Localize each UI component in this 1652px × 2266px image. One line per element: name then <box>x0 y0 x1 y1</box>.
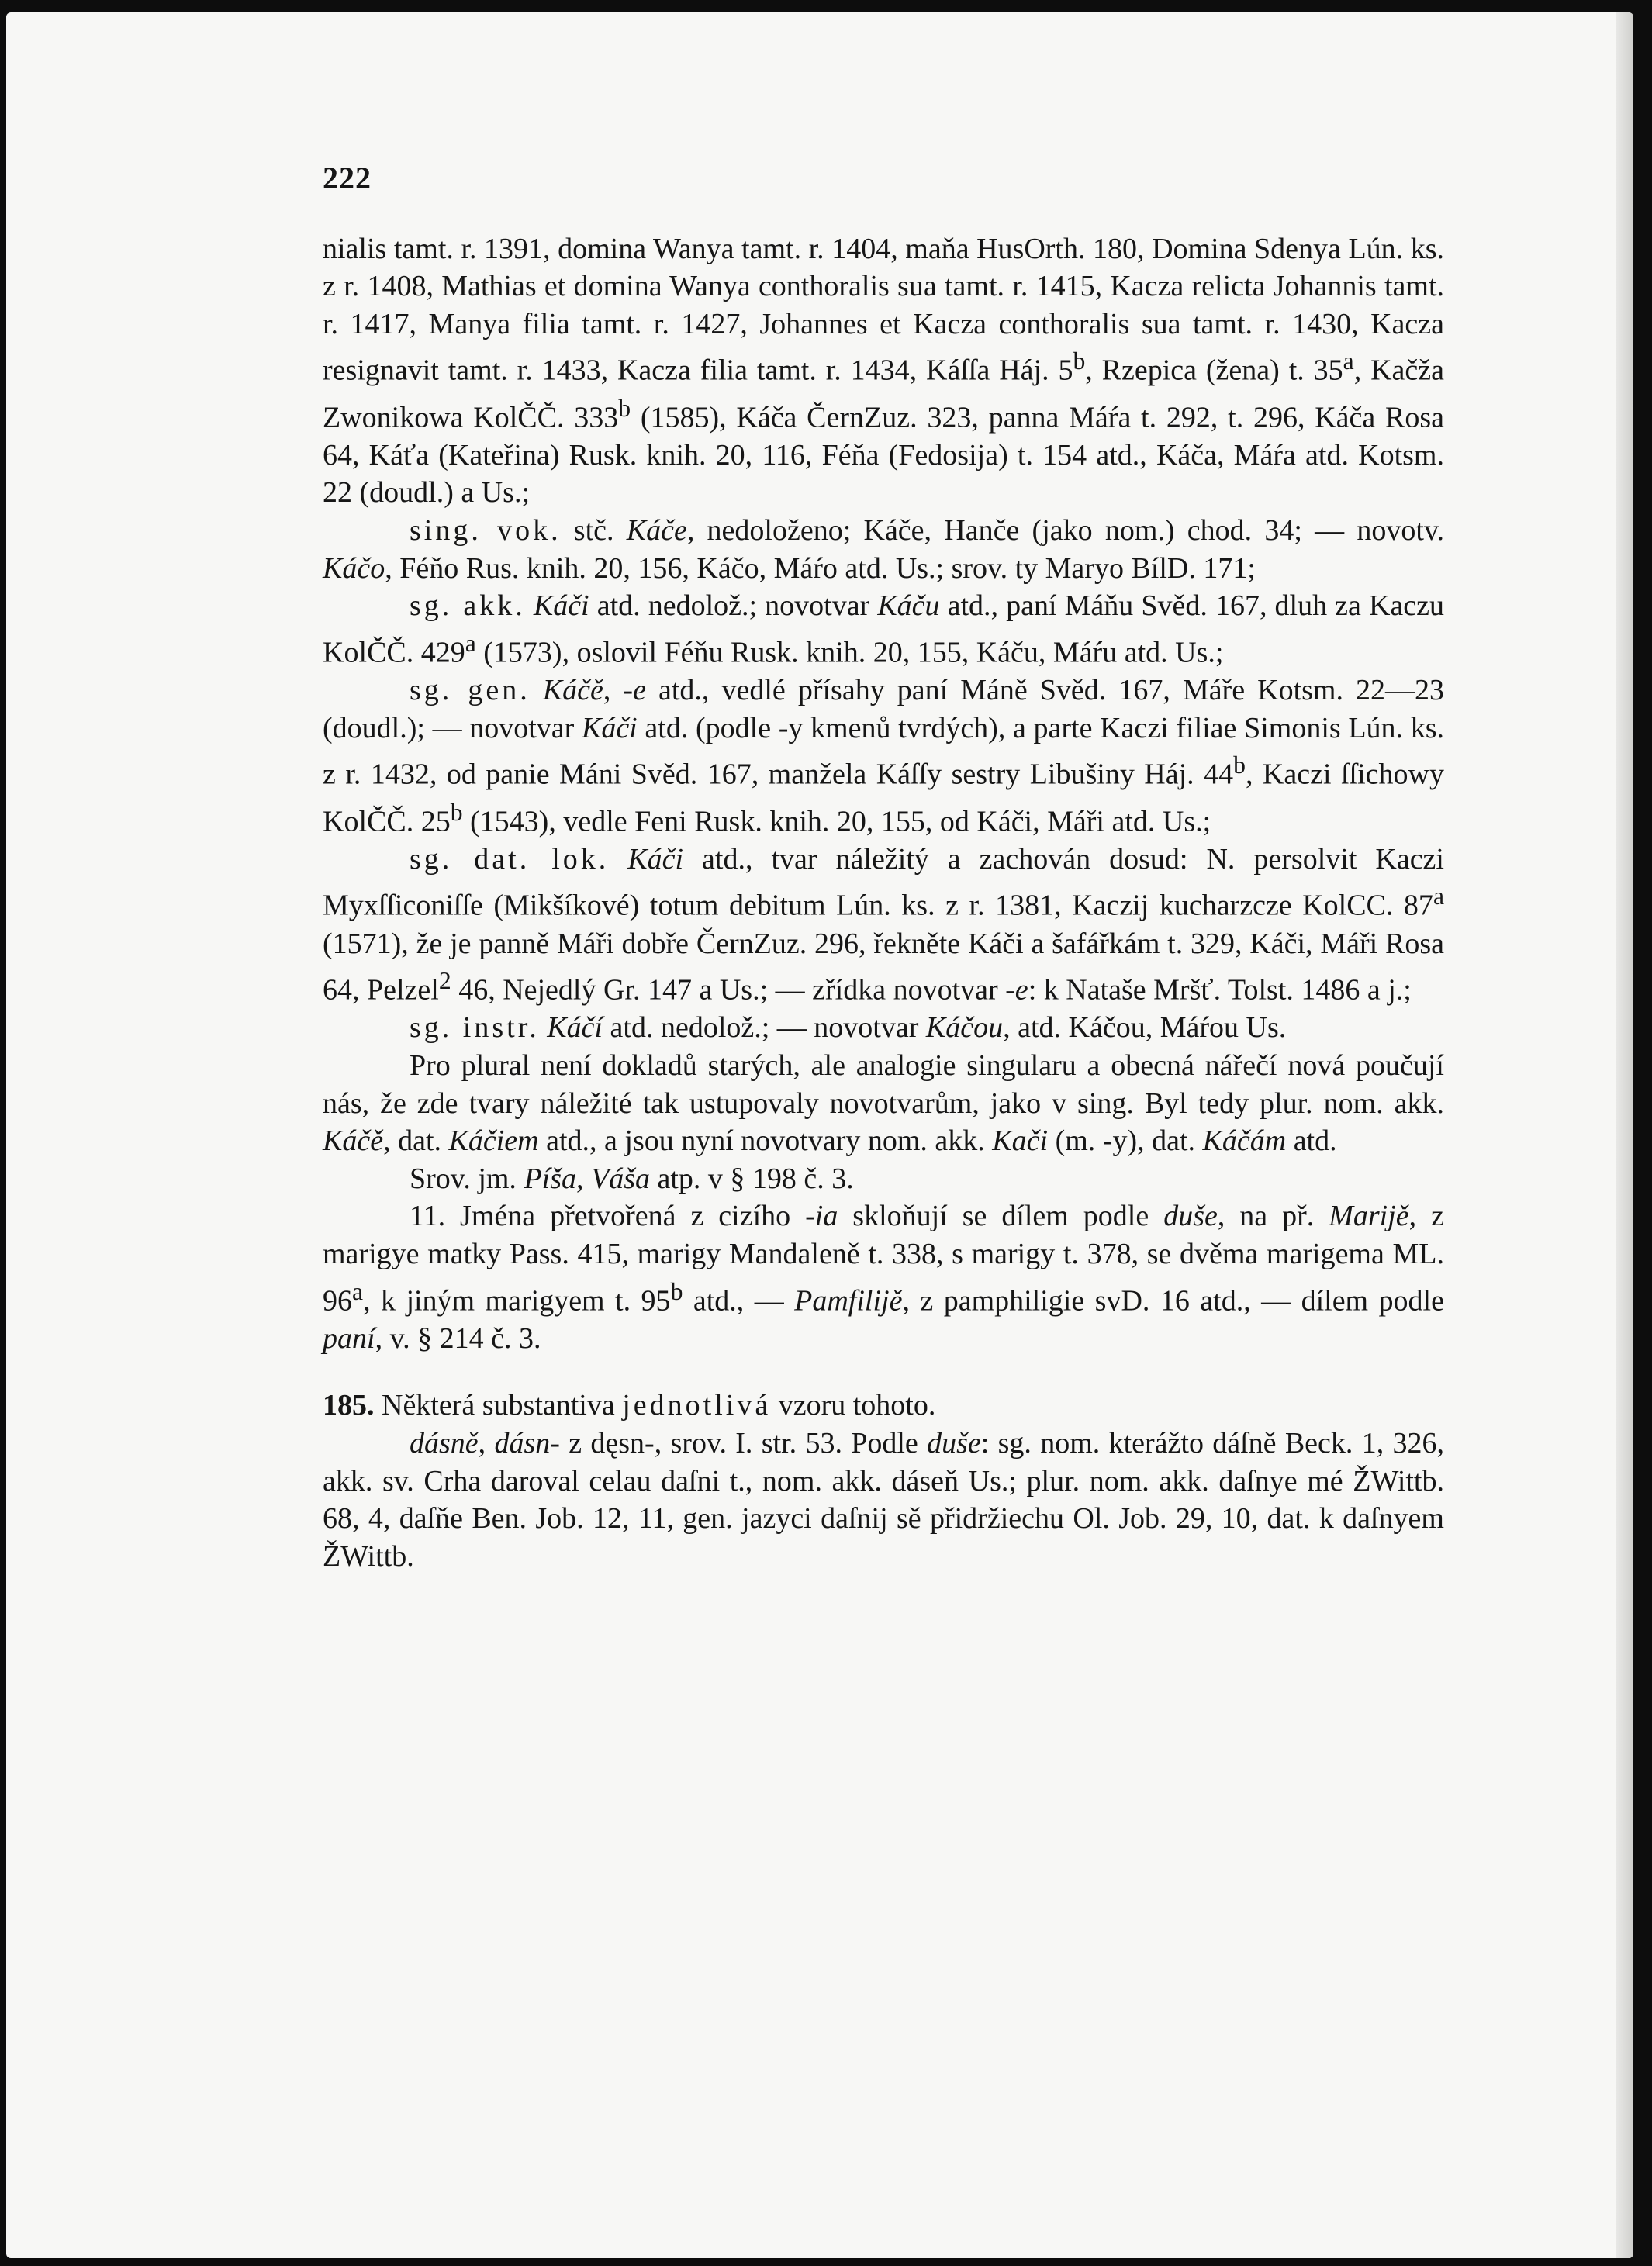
text-segment: paní <box>323 1321 375 1355</box>
text-segment: , nedoloženo; Káče, Hanče (jako nom.) chod. 34; — novotv. <box>686 514 1444 548</box>
paragraph-p7 <box>323 1047 1444 1160</box>
text-segment: Káčou <box>925 1011 1004 1045</box>
text-segment: Káčiem <box>448 1124 539 1158</box>
text-segment <box>531 674 543 706</box>
text-segment: (1571), že je panně Máři dobře ČernZuz. 296, řekněte Káči a šafářkám t. 329, Káči, Máři Rosa 64, Pelzel <box>323 927 1444 1007</box>
text-segment: , k jiným marigyem t. 95 <box>363 1284 671 1318</box>
text-segment: , atd. Káčou, Máŕou Us. <box>1003 1011 1287 1045</box>
text-segment: b <box>670 1277 683 1305</box>
paragraph-p8 <box>323 1160 1444 1198</box>
text-segment: duše <box>1163 1200 1218 1233</box>
text-segment: stč. <box>561 514 627 548</box>
paragraph-p4 <box>323 672 1444 841</box>
section-gap <box>323 1357 1444 1387</box>
text-segment: Káči <box>533 589 589 623</box>
text-segment: 46, Nejedlý Gr. 147 a Us.; — zřídka novotvar <box>451 973 1006 1007</box>
text-segment: atd., paní Máňu Svěd. 167, dluh za Kaczu KolČČ. 429 <box>323 589 1445 669</box>
text-segment: , Rzepica (žena) t. 35 <box>1085 354 1343 388</box>
text-segment: Některá substantiva <box>374 1389 623 1422</box>
text-segment: (1543), vedle Feni Rusk. knih. 20, 155, od Káči, Máři atd. Us.; <box>462 805 1211 838</box>
paragraph-p1 <box>323 230 1444 512</box>
page-number: 222 <box>323 161 372 195</box>
text-segment: b <box>1073 347 1086 375</box>
text-segment: atd. nedolož.; — novotvar <box>603 1011 926 1045</box>
text-segment: sg. gen. <box>410 674 531 707</box>
text-segment: , z pamphiligie svD. 16 atd., — dílem podle <box>902 1284 1444 1318</box>
text-segment: : sg. nom. kterážto dáſně Beck. 1, 326, akk. sv. Crha daroval celau daſni t., nom. akk. dáseň Us.; plur. nom. akk. daſnye mé ŽWittb. 68, 4, daſňe Ben. Job. 12, 11, gen. jazyci daſnij sě přidržiechu Ol. Job. 29, 10, dat. k daſnyem ŽWittb. <box>323 1427 1445 1573</box>
text-segment: vzoru tohoto. <box>771 1389 936 1422</box>
text-segment: Marijě <box>1329 1200 1409 1233</box>
text-segment: a <box>352 1277 364 1305</box>
text-segment: Káčám <box>1202 1124 1287 1158</box>
text-segment: Píša <box>524 1162 576 1195</box>
text-segment: Káčo <box>323 551 385 585</box>
text-segment: Káči <box>581 711 638 744</box>
text-segment <box>609 843 627 876</box>
text-segment: Káčě <box>542 674 603 707</box>
text-segment: , Kaczi ſſichowy KolČČ. 25 <box>323 758 1444 838</box>
text-segment: , z marigye matky Pass. 415, marigy Mandaleně t. 338, s marigy t. 378, se dvěma marigema ML. 96 <box>323 1200 1444 1318</box>
text-segment: duše <box>927 1427 981 1460</box>
text-segment: , Féňo Rus. knih. 20, 156, Káčo, Máŕo atd. Us.; srov. ty Maryo BílD. 171; <box>385 551 1256 585</box>
text-segment: Káčí <box>547 1011 603 1045</box>
text-segment: a <box>1433 883 1444 910</box>
paragraph-p2 <box>323 512 1444 587</box>
text-segment: sing. vok. <box>410 514 562 548</box>
text-segment: , Kačža Zwonikowa KolČČ. 333 <box>323 354 1444 434</box>
text-segment: (1573), oslovil Féňu Rusk. knih. 20, 155, Káču, Máŕu atd. Us.; <box>475 636 1224 669</box>
text-segment: atd. (podle -y kmenů tvrdých), a parte Kaczi filiae Simonis Lún. ks. z r. 1432, od panie Máni Svěd. 167, manžela Káſſy sestry Libušiny Háj. 44 <box>323 711 1444 791</box>
text-segment: Srov. jm. <box>410 1162 524 1195</box>
text-segment: -e <box>623 674 646 707</box>
text-segment: , na př. <box>1217 1200 1329 1233</box>
text-segment: jednotlivá <box>622 1389 772 1422</box>
text-segment: dásn- <box>494 1427 560 1460</box>
text-segment: (1585), Káča ČernZuz. 323, panna Máŕa t. 292, t. 296, Káča Rosa 64, Káťa (Kateřina) Rusk. knih. 20, 116, Féňa (Fedosija) t. 154 atd., Káča, Máŕa atd. Kotsm. 22 (doudl.) a Us.; <box>323 401 1445 510</box>
text-segment: atd. <box>1286 1124 1337 1158</box>
text-segment: Káčě <box>323 1124 384 1158</box>
paragraph-p3 <box>323 587 1444 672</box>
text-segment: b <box>1233 751 1246 779</box>
text-segment: atd., a jsou nyní novotvary nom. akk. <box>538 1124 993 1158</box>
text-segment: nialis tamt. r. 1391, domina Wanya tamt. r. 1404, maňa HusOrth. 180, Domina Sdenya Lún. ks. z r. 1408, Mathias et domina Wanya conthoralis sua tamt. r. 1415, Kacza relicta Johannis tamt. r. 1417, Manya filia tamt. r. 1427, Johannes et Kacza conthoralis sua tamt. r. 1430, Kacza resignavit tamt. r. 1433, Kacza filia tamt. r. 1434, Káſſa Háj. 5 <box>323 232 1444 388</box>
text-segment: Kači <box>992 1124 1049 1158</box>
text-segment: , <box>603 674 624 707</box>
text-segment: sg. akk. <box>410 589 526 623</box>
text-segment: 2 <box>438 967 451 995</box>
page-edge-shadow <box>1616 12 1633 2258</box>
text-segment <box>526 589 534 622</box>
text-segment: a <box>465 629 476 657</box>
book-page <box>6 12 1633 2258</box>
text-segment: Váša <box>591 1162 650 1195</box>
paragraph-list <box>323 230 1444 1576</box>
text-segment: skloňují se dílem podle <box>838 1200 1164 1233</box>
text-segment: atd., — <box>683 1284 795 1318</box>
text-segment: atp. v § 198 č. 3. <box>650 1162 854 1195</box>
text-segment: , <box>576 1162 591 1195</box>
text-segment: -ia <box>805 1200 838 1233</box>
text-segment <box>540 1011 548 1044</box>
page-text <box>323 160 1444 1575</box>
paragraph-p11 <box>323 1425 1444 1575</box>
text-segment: sg. dat. lok. <box>410 842 610 876</box>
text-segment: b <box>450 798 463 826</box>
text-segment: b <box>618 394 631 422</box>
text-segment: , dat. <box>383 1124 449 1158</box>
text-segment: Káče <box>626 514 687 548</box>
text-segment: 185. <box>323 1389 375 1422</box>
text-segment: 11. Jména přetvořená z cizího <box>410 1200 806 1233</box>
text-segment: sg. instr. <box>410 1011 540 1045</box>
text-segment: Pamfilijě <box>794 1284 903 1318</box>
text-segment: atd., vedlé přísahy paní Máně Svěd. 167, Máře Kotsm. 22—23 (doudl.); — novotvar <box>323 674 1445 744</box>
paragraph-p9 <box>323 1197 1444 1357</box>
text-segment: , <box>478 1427 495 1460</box>
paragraph-p10 <box>323 1387 1444 1425</box>
text-segment: atd. nedolož.; novotvar <box>589 589 878 623</box>
text-segment: a <box>1343 347 1354 375</box>
paragraph-p6 <box>323 1009 1444 1047</box>
text-segment: , v. § 214 č. 3. <box>375 1321 541 1355</box>
paragraph-p5 <box>323 841 1444 1010</box>
text-segment: atd., tvar náležitý a zachován dosud: N. persolvit Kaczi Myxſſiconiſſe (Mikšíkové) totum debitum Lún. ks. z r. 1381, Kaczij kucharzcze KolCC. 87 <box>323 842 1444 923</box>
text-segment: (m. -y), dat. <box>1048 1124 1203 1158</box>
text-segment: z dęsn-, srov. I. str. 53. Podle <box>559 1427 928 1460</box>
text-segment: Káči <box>627 842 684 876</box>
text-segment: -e <box>1005 973 1028 1007</box>
text-segment: : k Nataše Mršť. Tolst. 1486 a j.; <box>1028 973 1412 1007</box>
text-segment: Káču <box>877 589 940 623</box>
text-segment: dásně <box>410 1427 479 1460</box>
text-segment: Pro plural není dokladů starých, ale analogie singularu a obecná nářečí nová poučují nás, že zde tvary náležité tak ustupovaly novotvarům, jako v sing. Byl tedy plur. nom. akk. <box>323 1049 1444 1120</box>
